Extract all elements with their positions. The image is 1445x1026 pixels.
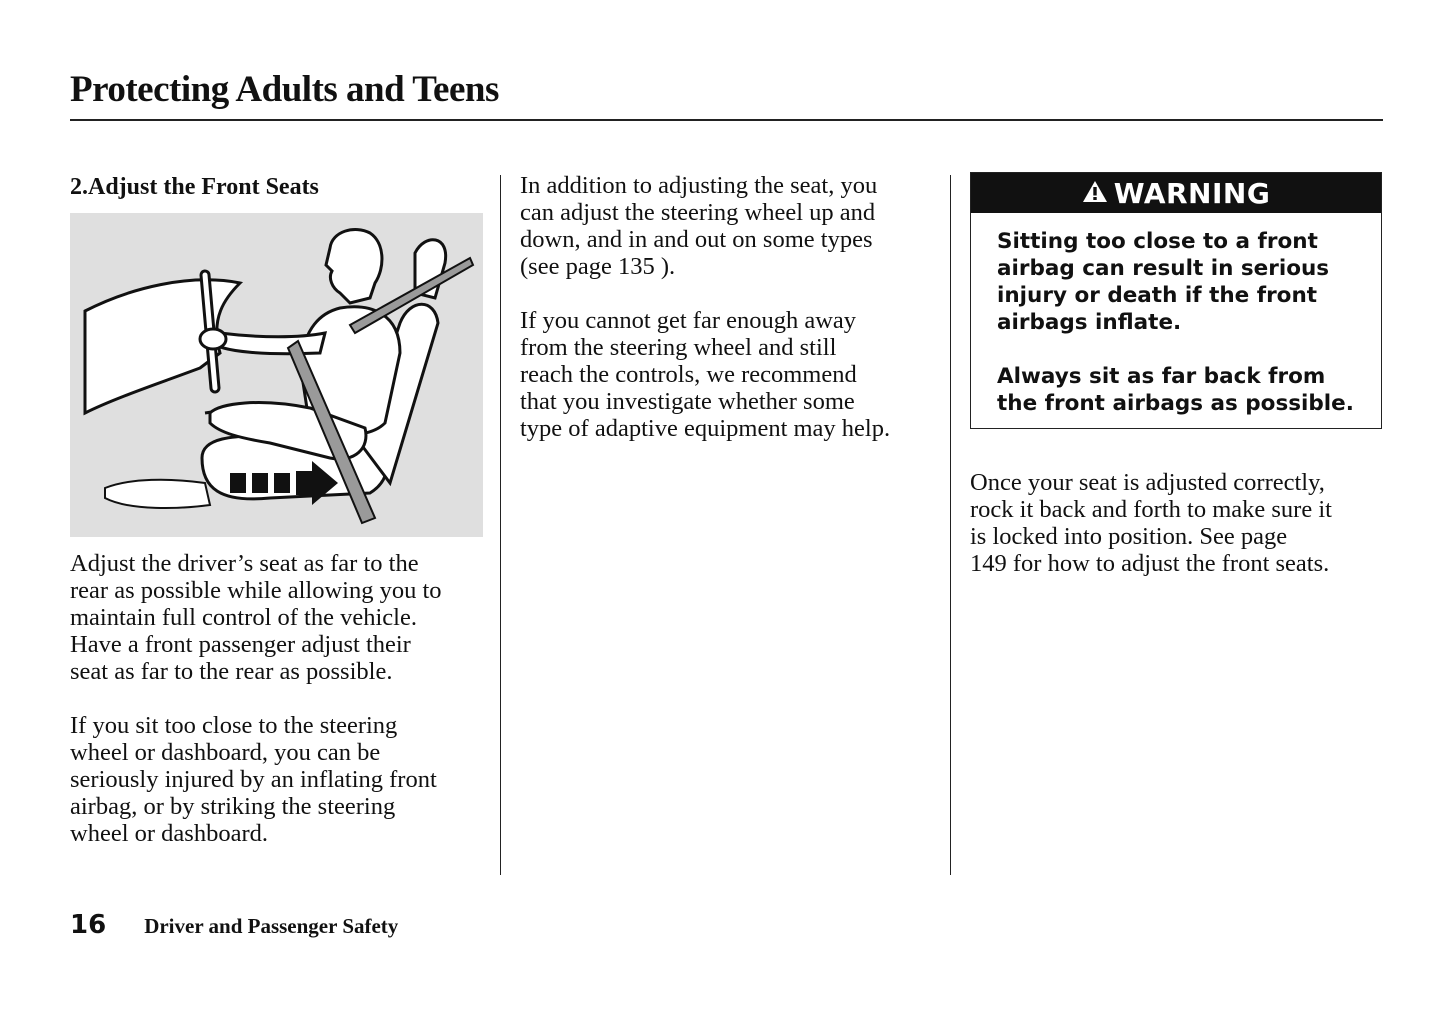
paragraph: Once your seat is adjusted correctly, rock it back and forth to make sure it is locked into position. See page 149 for how to adjust the front seats. <box>970 469 1332 577</box>
column-left-text <box>70 550 488 874</box>
footer-section-title: Driver and Passenger Safety <box>144 914 399 938</box>
warning-box <box>970 172 1382 429</box>
warning-paragraph: Sitting too close to a front airbag can result in serious injury or death if the front airbags inflate. <box>997 229 1330 335</box>
page-title: Protecting Adults and Teens <box>70 69 499 110</box>
warning-label: WARNING <box>1113 176 1271 210</box>
seat-adjustment-illustration <box>70 213 483 537</box>
paragraph: In addition to adjusting the seat, you can adjust the steering wheel up and down, and in and out on some types (see page 135 ). <box>520 172 878 280</box>
section-heading: 2.Adjust the Front Seats <box>70 174 319 200</box>
warning-body <box>971 213 1381 428</box>
arrow-dash <box>230 473 246 493</box>
paragraph: Adjust the driver’s seat as far to the rear as possible while allowing you to maintain full control of the vehicle. Have a front passenger adjust their seat as far to the rear as possible. <box>70 550 442 685</box>
column-divider <box>500 175 501 875</box>
paragraph: If you sit too close to the steering wheel or dashboard, you can be seriously injured by an inflating front airbag, or by striking the steering wheel or dashboard. <box>70 712 437 847</box>
title-rule <box>70 119 1383 121</box>
driver-hand <box>200 329 226 349</box>
column-left <box>70 172 488 847</box>
arrow-dash <box>274 473 290 493</box>
arrow-dash <box>252 473 268 493</box>
driver-seat-drawing <box>70 213 483 537</box>
warning-header <box>971 173 1381 213</box>
paragraph: If you cannot get far enough away from the steering wheel and still reach the controls, we recommend that you investigate whether some type of adaptive equipment may help. <box>520 307 891 442</box>
warning-paragraph: Always sit as far back from the front airbags as possible. <box>997 364 1354 416</box>
warning-triangle-icon <box>1082 177 1108 210</box>
column-middle <box>520 172 940 469</box>
column-right <box>970 172 1384 604</box>
floor-wedge <box>105 480 210 508</box>
column-divider <box>950 175 951 875</box>
driver-arm <box>210 333 325 354</box>
page-number: 16 <box>70 910 107 940</box>
driver-head <box>326 229 382 303</box>
page-footer <box>70 910 398 940</box>
